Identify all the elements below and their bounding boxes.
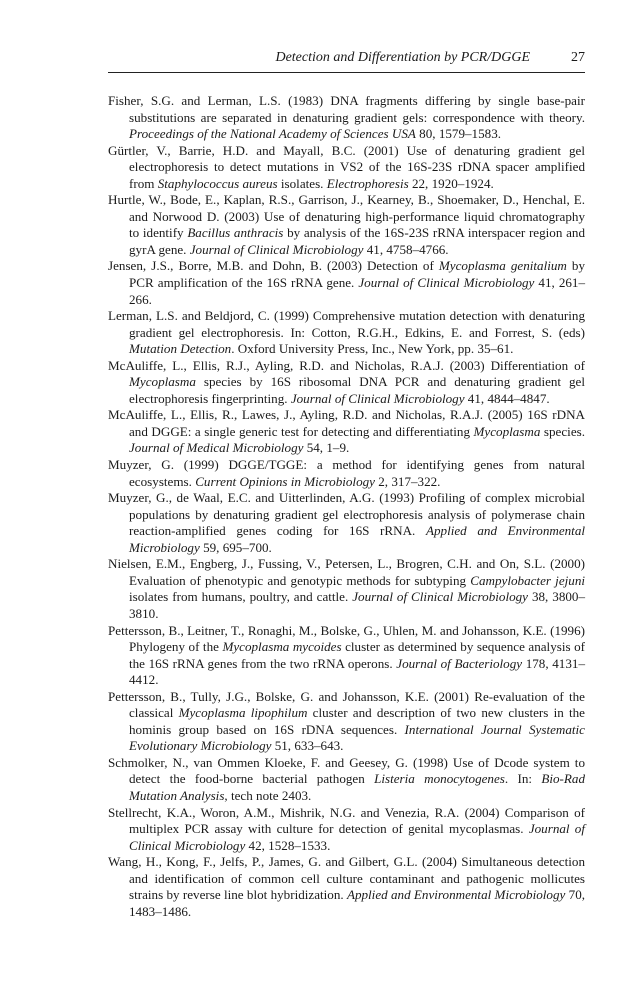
reference-mcauliffe-2005: McAuliffe, L., Ellis, R., Lawes, J., Ayling, R.D. and Nicholas, R.A.J. (2005) 16S rDNA and DGGE: a single generic test for detecting and differentiating Mycoplasma species. Journal of Medical Microbiology 54, 1–9.	[108, 407, 586, 456]
reference-hurtle-2003: Hurtle, W., Bode, E., Kaplan, R.S., Garrison, J., Kearney, B., Shoemaker, D., Henchal, E. and Norwood D. (2003) Use of denaturing high-performance liquid chromatography to identify Bacillus anthracis by analysis of the 16S-23S rRNA interspacer region and gyrA gene. Journal of Clinical Microbiology 41, 4758–4766.	[108, 192, 586, 257]
reference-list	[108, 93, 585, 920]
reference-jensen-2003: Jensen, J.S., Borre, M.B. and Dohn, B. (2003) Detection of Mycoplasma genitalium by PCR amplification of the 16S rRNA gene. Journal of Clinical Microbiology 41, 261–266.	[108, 258, 586, 307]
reference-pettersson-2001: Pettersson, B., Tully, J.G., Bolske, G. and Johansson, K.E. (2001) Re-evaluation of the classical Mycoplasma lipophilum cluster and description of two new clusters in the hominis group based on 16S rDNA sequences. International Journal Systematic Evolutionary Microbiology 51, 633–643.	[108, 688, 585, 754]
reference-lerman-1999: Lerman, L.S. and Beldjord, C. (1999) Comprehensive mutation detection with denaturing gradient gel electrophoresis. In: Cotton, R.G.H., Edkins, E. and Forrest, S. (eds) Mutation Detection. Oxford University Press, Inc., New York, pp. 35–61.	[108, 308, 585, 357]
header-rule	[108, 72, 585, 73]
running-title: Detection and Differentiation by PCR/DGGE	[275, 50, 530, 65]
reference-gurtler-2001: Gürtler, V., Barrie, H.D. and Mayall, B.C. (2001) Use of denaturing gradient gel electrophoresis to detect mutations in VS2 of the 16S-23S rDNA spacer amplified from Staphylococcus aureus isolates. Electrophoresis 22, 1920–1924.	[108, 142, 585, 191]
reference-schmolker-1998: Schmolker, N., van Ommen Kloeke, F. and Geesey, G. (1998) Use of Dcode system to detect the food-borne bacterial pathogen Listeria monocytogenes. In: Bio-Rad Mutation Analysis, tech note 2403.	[108, 754, 585, 803]
reference-muyzer-1999: Muyzer, G. (1999) DGGE/TGGE: a method for identifying genes from natural ecosystems. Current Opinions in Microbiology 2, 317–322.	[108, 457, 585, 489]
reference-mcauliffe-2003: McAuliffe, L., Ellis, R.J., Ayling, R.D. and Nicholas, R.A.J. (2003) Differentiation of Mycoplasma species by 16S ribosomal DNA PCR and denaturing gradient gel electrophoresis fingerprinting. Journal of Clinical Microbiology 41, 4844–4847.	[108, 357, 585, 406]
page-header	[108, 48, 585, 70]
page-number: 27	[571, 50, 585, 65]
reference-muyzer-1993: Muyzer, G., de Waal, E.C. and Uitterlinden, A.G. (1993) Profiling of complex microbial populations by denaturing gradient gel electrophoresis analysis of polymerase chain reaction-amplified genes coding for 16S rRNA. Applied and Environmental Microbiology 59, 695–700.	[108, 490, 586, 555]
reference-fisher-1983: Fisher, S.G. and Lerman, L.S. (1983) DNA fragments differing by single base-pair substitutions are separated in denaturing gradient gels: correspondence with theory. Proceedings of the National Academy of Sciences USA 80, 1579–1583.	[108, 93, 585, 142]
reference-stellrecht-2004: Stellrecht, K.A., Woron, A.M., Mishrik, N.G. and Venezia, R.A. (2004) Comparison of multiplex PCR assay with culture for detection of genital mycoplasmas. Journal of Clinical Microbiology 42, 1528–1533.	[108, 804, 585, 853]
reference-nielsen-2000: Nielsen, E.M., Engberg, J., Fussing, V., Petersen, L., Brogren, C.H. and On, S.L. (2000) Evaluation of phenotypic and genotypic methods for subtyping Campylobacter jejuni isolates from humans, poultry, and cattle. Journal of Clinical Microbiology 38, 3800–3810.	[108, 556, 586, 621]
reference-pettersson-1996: Pettersson, B., Leitner, T., Ronaghi, M., Bolske, G., Uhlen, M. and Johansson, K.E. (1996) Phylogeny of the Mycoplasma mycoides cluster as determined by sequence analysis of the 16S rRNA genes from the two rRNA operons. Journal of Bacteriology 178, 4131–4412.	[108, 622, 585, 688]
reference-wang-2004: Wang, H., Kong, F., Jelfs, P., James, G. and Gilbert, G.L. (2004) Simultaneous detection and identification of common cell culture contaminant and pathogenic mollicutes strains by reverse line blot hybridization. Applied and Environmental Microbiology 70, 1483–1486.	[108, 854, 586, 919]
